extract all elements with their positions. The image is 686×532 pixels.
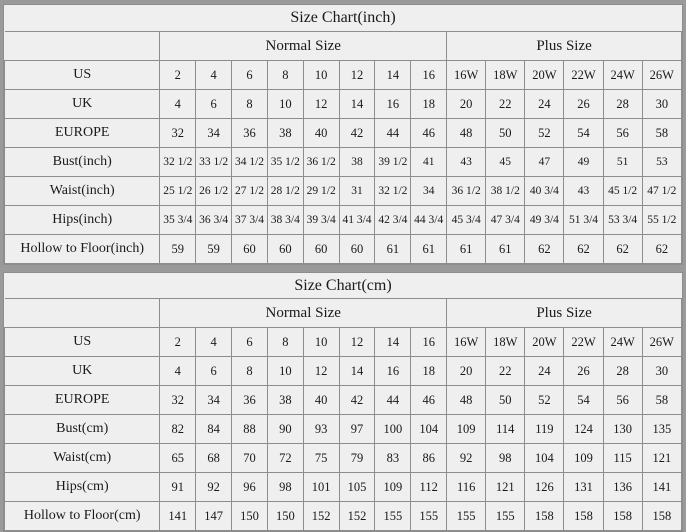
cell: 40 <box>303 119 339 148</box>
cell: 36 <box>232 386 268 415</box>
cell: 20 <box>447 357 486 386</box>
cell: 135 <box>642 415 681 444</box>
cell: 92 <box>196 473 232 502</box>
cell: 6 <box>196 357 232 386</box>
cell: 59 <box>160 235 196 264</box>
cell: 32 1/2 <box>160 148 196 177</box>
cell: 50 <box>486 119 525 148</box>
cell: 27 1/2 <box>232 177 268 206</box>
cell: 42 <box>339 119 375 148</box>
cell: 26 1/2 <box>196 177 232 206</box>
cell: 56 <box>603 386 642 415</box>
cell: 47 <box>525 148 564 177</box>
size-chart-inch-table <box>4 5 682 264</box>
cell: 20W <box>525 61 564 90</box>
table-row <box>5 177 682 206</box>
cell: 49 <box>564 148 603 177</box>
cell: 158 <box>525 502 564 531</box>
cell: 4 <box>196 328 232 357</box>
group-normal-size: Normal Size <box>160 32 447 61</box>
cell: 50 <box>486 386 525 415</box>
cell: 70 <box>232 444 268 473</box>
cell: 38 1/2 <box>486 177 525 206</box>
group-normal-size: Normal Size <box>160 299 447 328</box>
cell: 14 <box>375 61 411 90</box>
cell: 16W <box>447 61 486 90</box>
cell: 61 <box>375 235 411 264</box>
cell: 26 <box>564 90 603 119</box>
row-label: EUROPE <box>5 119 160 148</box>
row-label: Hollow to Floor(inch) <box>5 235 160 264</box>
cell: 12 <box>303 357 339 386</box>
cell: 46 <box>411 119 447 148</box>
chart-title: Size Chart(cm) <box>5 273 682 299</box>
cell: 131 <box>564 473 603 502</box>
cell: 10 <box>303 328 339 357</box>
cell: 52 <box>525 119 564 148</box>
table-row <box>5 119 682 148</box>
cell: 26W <box>642 61 681 90</box>
cell: 141 <box>642 473 681 502</box>
size-chart-cm-table <box>4 273 682 531</box>
cell: 38 <box>339 148 375 177</box>
cell: 18 <box>411 357 447 386</box>
cell: 40 3/4 <box>525 177 564 206</box>
cell: 72 <box>267 444 303 473</box>
cell: 96 <box>232 473 268 502</box>
cell: 39 3/4 <box>303 206 339 235</box>
cell: 54 <box>564 119 603 148</box>
table-row <box>5 444 682 473</box>
table-row <box>5 235 682 264</box>
cell: 36 3/4 <box>196 206 232 235</box>
cell: 90 <box>267 415 303 444</box>
cell: 34 <box>196 119 232 148</box>
cell: 60 <box>232 235 268 264</box>
cell: 6 <box>232 61 268 90</box>
cell: 30 <box>642 357 681 386</box>
cell: 26W <box>642 328 681 357</box>
chart-title: Size Chart(inch) <box>5 5 682 32</box>
cell: 62 <box>564 235 603 264</box>
cell: 44 <box>375 119 411 148</box>
row-label: US <box>5 328 160 357</box>
chart-group-row <box>5 32 682 61</box>
table-row <box>5 357 682 386</box>
cell: 98 <box>267 473 303 502</box>
row-label: Waist(inch) <box>5 177 160 206</box>
cell: 152 <box>339 502 375 531</box>
cell: 147 <box>196 502 232 531</box>
cell: 2 <box>160 328 196 357</box>
row-label: Bust(inch) <box>5 148 160 177</box>
cell: 36 1/2 <box>447 177 486 206</box>
cell: 35 1/2 <box>267 148 303 177</box>
cell: 14 <box>375 328 411 357</box>
group-corner-cell <box>5 299 160 328</box>
row-label: Hollow to Floor(cm) <box>5 502 160 531</box>
cell: 16 <box>375 90 411 119</box>
table-row <box>5 328 682 357</box>
cell: 41 <box>411 148 447 177</box>
cell: 52 <box>525 386 564 415</box>
table-row <box>5 61 682 90</box>
cell: 41 3/4 <box>339 206 375 235</box>
cell: 45 <box>486 148 525 177</box>
cell: 155 <box>447 502 486 531</box>
cell: 155 <box>375 502 411 531</box>
cell: 84 <box>196 415 232 444</box>
cell: 116 <box>447 473 486 502</box>
cell: 34 <box>411 177 447 206</box>
cell: 45 1/2 <box>603 177 642 206</box>
cell: 38 3/4 <box>267 206 303 235</box>
cell: 6 <box>196 90 232 119</box>
cell: 10 <box>303 61 339 90</box>
cell: 32 <box>160 119 196 148</box>
cell: 105 <box>339 473 375 502</box>
table-row <box>5 386 682 415</box>
cell: 112 <box>411 473 447 502</box>
size-chart-cm <box>3 272 683 532</box>
cell: 22 <box>486 357 525 386</box>
cell: 141 <box>160 502 196 531</box>
table-row <box>5 502 682 531</box>
cell: 121 <box>486 473 525 502</box>
cell: 130 <box>603 415 642 444</box>
cell: 114 <box>486 415 525 444</box>
cell: 101 <box>303 473 339 502</box>
cell: 104 <box>411 415 447 444</box>
cell: 92 <box>447 444 486 473</box>
chart-group-row <box>5 299 682 328</box>
cell: 44 3/4 <box>411 206 447 235</box>
cell: 24W <box>603 61 642 90</box>
cell: 83 <box>375 444 411 473</box>
cell: 10 <box>267 357 303 386</box>
cell: 4 <box>160 357 196 386</box>
cell: 22 <box>486 90 525 119</box>
cell: 48 <box>447 119 486 148</box>
cell: 155 <box>486 502 525 531</box>
cell: 136 <box>603 473 642 502</box>
group-plus-size: Plus Size <box>447 32 682 61</box>
cell: 33 1/2 <box>196 148 232 177</box>
cell: 22W <box>564 328 603 357</box>
cell: 60 <box>339 235 375 264</box>
cell: 62 <box>603 235 642 264</box>
cell: 12 <box>303 90 339 119</box>
cell: 58 <box>642 119 681 148</box>
cell: 16 <box>411 328 447 357</box>
cell: 26 <box>564 357 603 386</box>
cell: 38 <box>267 386 303 415</box>
cell: 4 <box>196 61 232 90</box>
cell: 8 <box>232 90 268 119</box>
cell: 150 <box>232 502 268 531</box>
cell: 93 <box>303 415 339 444</box>
cell: 59 <box>196 235 232 264</box>
cell: 16 <box>411 61 447 90</box>
cell: 109 <box>447 415 486 444</box>
cell: 51 3/4 <box>564 206 603 235</box>
cell: 43 <box>447 148 486 177</box>
cell: 24 <box>525 357 564 386</box>
cell: 61 <box>486 235 525 264</box>
cell: 8 <box>232 357 268 386</box>
cell: 28 <box>603 357 642 386</box>
row-label: Hips(cm) <box>5 473 160 502</box>
cell: 28 <box>603 90 642 119</box>
cell: 62 <box>525 235 564 264</box>
cell: 60 <box>267 235 303 264</box>
cell: 34 1/2 <box>232 148 268 177</box>
cell: 8 <box>267 61 303 90</box>
row-label: Bust(cm) <box>5 415 160 444</box>
cell: 37 3/4 <box>232 206 268 235</box>
cell: 55 1/2 <box>642 206 681 235</box>
row-label: EUROPE <box>5 386 160 415</box>
cell: 56 <box>603 119 642 148</box>
cell: 18 <box>411 90 447 119</box>
row-label: UK <box>5 357 160 386</box>
cell: 32 1/2 <box>375 177 411 206</box>
cell: 150 <box>267 502 303 531</box>
cell: 44 <box>375 386 411 415</box>
cell: 61 <box>411 235 447 264</box>
cell: 62 <box>642 235 681 264</box>
cell: 24 <box>525 90 564 119</box>
cell: 8 <box>267 328 303 357</box>
group-plus-size: Plus Size <box>447 299 682 328</box>
cell: 10 <box>267 90 303 119</box>
cell: 115 <box>603 444 642 473</box>
cell: 119 <box>525 415 564 444</box>
cell: 20W <box>525 328 564 357</box>
cell: 18W <box>486 61 525 90</box>
cell: 45 3/4 <box>447 206 486 235</box>
cell: 155 <box>411 502 447 531</box>
cell: 30 <box>642 90 681 119</box>
cell: 61 <box>447 235 486 264</box>
cell: 124 <box>564 415 603 444</box>
cell: 29 1/2 <box>303 177 339 206</box>
cell: 60 <box>303 235 339 264</box>
cell: 46 <box>411 386 447 415</box>
cell: 158 <box>603 502 642 531</box>
size-chart-inch <box>3 4 683 265</box>
cell: 158 <box>564 502 603 531</box>
cell: 22W <box>564 61 603 90</box>
cell: 91 <box>160 473 196 502</box>
cell: 36 <box>232 119 268 148</box>
cell: 68 <box>196 444 232 473</box>
cell: 126 <box>525 473 564 502</box>
table-row <box>5 206 682 235</box>
cell: 42 3/4 <box>375 206 411 235</box>
cell: 47 1/2 <box>642 177 681 206</box>
cell: 65 <box>160 444 196 473</box>
cell: 43 <box>564 177 603 206</box>
cell: 34 <box>196 386 232 415</box>
row-label: Hips(inch) <box>5 206 160 235</box>
cell: 4 <box>160 90 196 119</box>
cell: 12 <box>339 61 375 90</box>
cell: 58 <box>642 386 681 415</box>
row-label: UK <box>5 90 160 119</box>
cell: 32 <box>160 386 196 415</box>
cell: 35 3/4 <box>160 206 196 235</box>
cell: 25 1/2 <box>160 177 196 206</box>
cell: 18W <box>486 328 525 357</box>
cell: 39 1/2 <box>375 148 411 177</box>
cell: 51 <box>603 148 642 177</box>
table-row <box>5 90 682 119</box>
cell: 75 <box>303 444 339 473</box>
cell: 53 <box>642 148 681 177</box>
cell: 47 3/4 <box>486 206 525 235</box>
cell: 86 <box>411 444 447 473</box>
cell: 38 <box>267 119 303 148</box>
cell: 36 1/2 <box>303 148 339 177</box>
cell: 48 <box>447 386 486 415</box>
cell: 16W <box>447 328 486 357</box>
cell: 14 <box>339 90 375 119</box>
cell: 14 <box>339 357 375 386</box>
table-row <box>5 473 682 502</box>
cell: 2 <box>160 61 196 90</box>
cell: 20 <box>447 90 486 119</box>
cell: 82 <box>160 415 196 444</box>
group-corner-cell <box>5 32 160 61</box>
cell: 49 3/4 <box>525 206 564 235</box>
cell: 152 <box>303 502 339 531</box>
cell: 121 <box>642 444 681 473</box>
cell: 109 <box>375 473 411 502</box>
cell: 12 <box>339 328 375 357</box>
cell: 158 <box>642 502 681 531</box>
cell: 6 <box>232 328 268 357</box>
cell: 109 <box>564 444 603 473</box>
cell: 104 <box>525 444 564 473</box>
chart-title-row <box>5 5 682 32</box>
cell: 88 <box>232 415 268 444</box>
cell: 97 <box>339 415 375 444</box>
table-row <box>5 415 682 444</box>
cell: 42 <box>339 386 375 415</box>
cell: 16 <box>375 357 411 386</box>
cell: 54 <box>564 386 603 415</box>
cell: 53 3/4 <box>603 206 642 235</box>
cell: 79 <box>339 444 375 473</box>
cell: 100 <box>375 415 411 444</box>
cell: 28 1/2 <box>267 177 303 206</box>
cell: 98 <box>486 444 525 473</box>
cell: 31 <box>339 177 375 206</box>
cell: 24W <box>603 328 642 357</box>
row-label: Waist(cm) <box>5 444 160 473</box>
row-label: US <box>5 61 160 90</box>
cell: 40 <box>303 386 339 415</box>
chart-title-row <box>5 273 682 299</box>
table-row <box>5 148 682 177</box>
